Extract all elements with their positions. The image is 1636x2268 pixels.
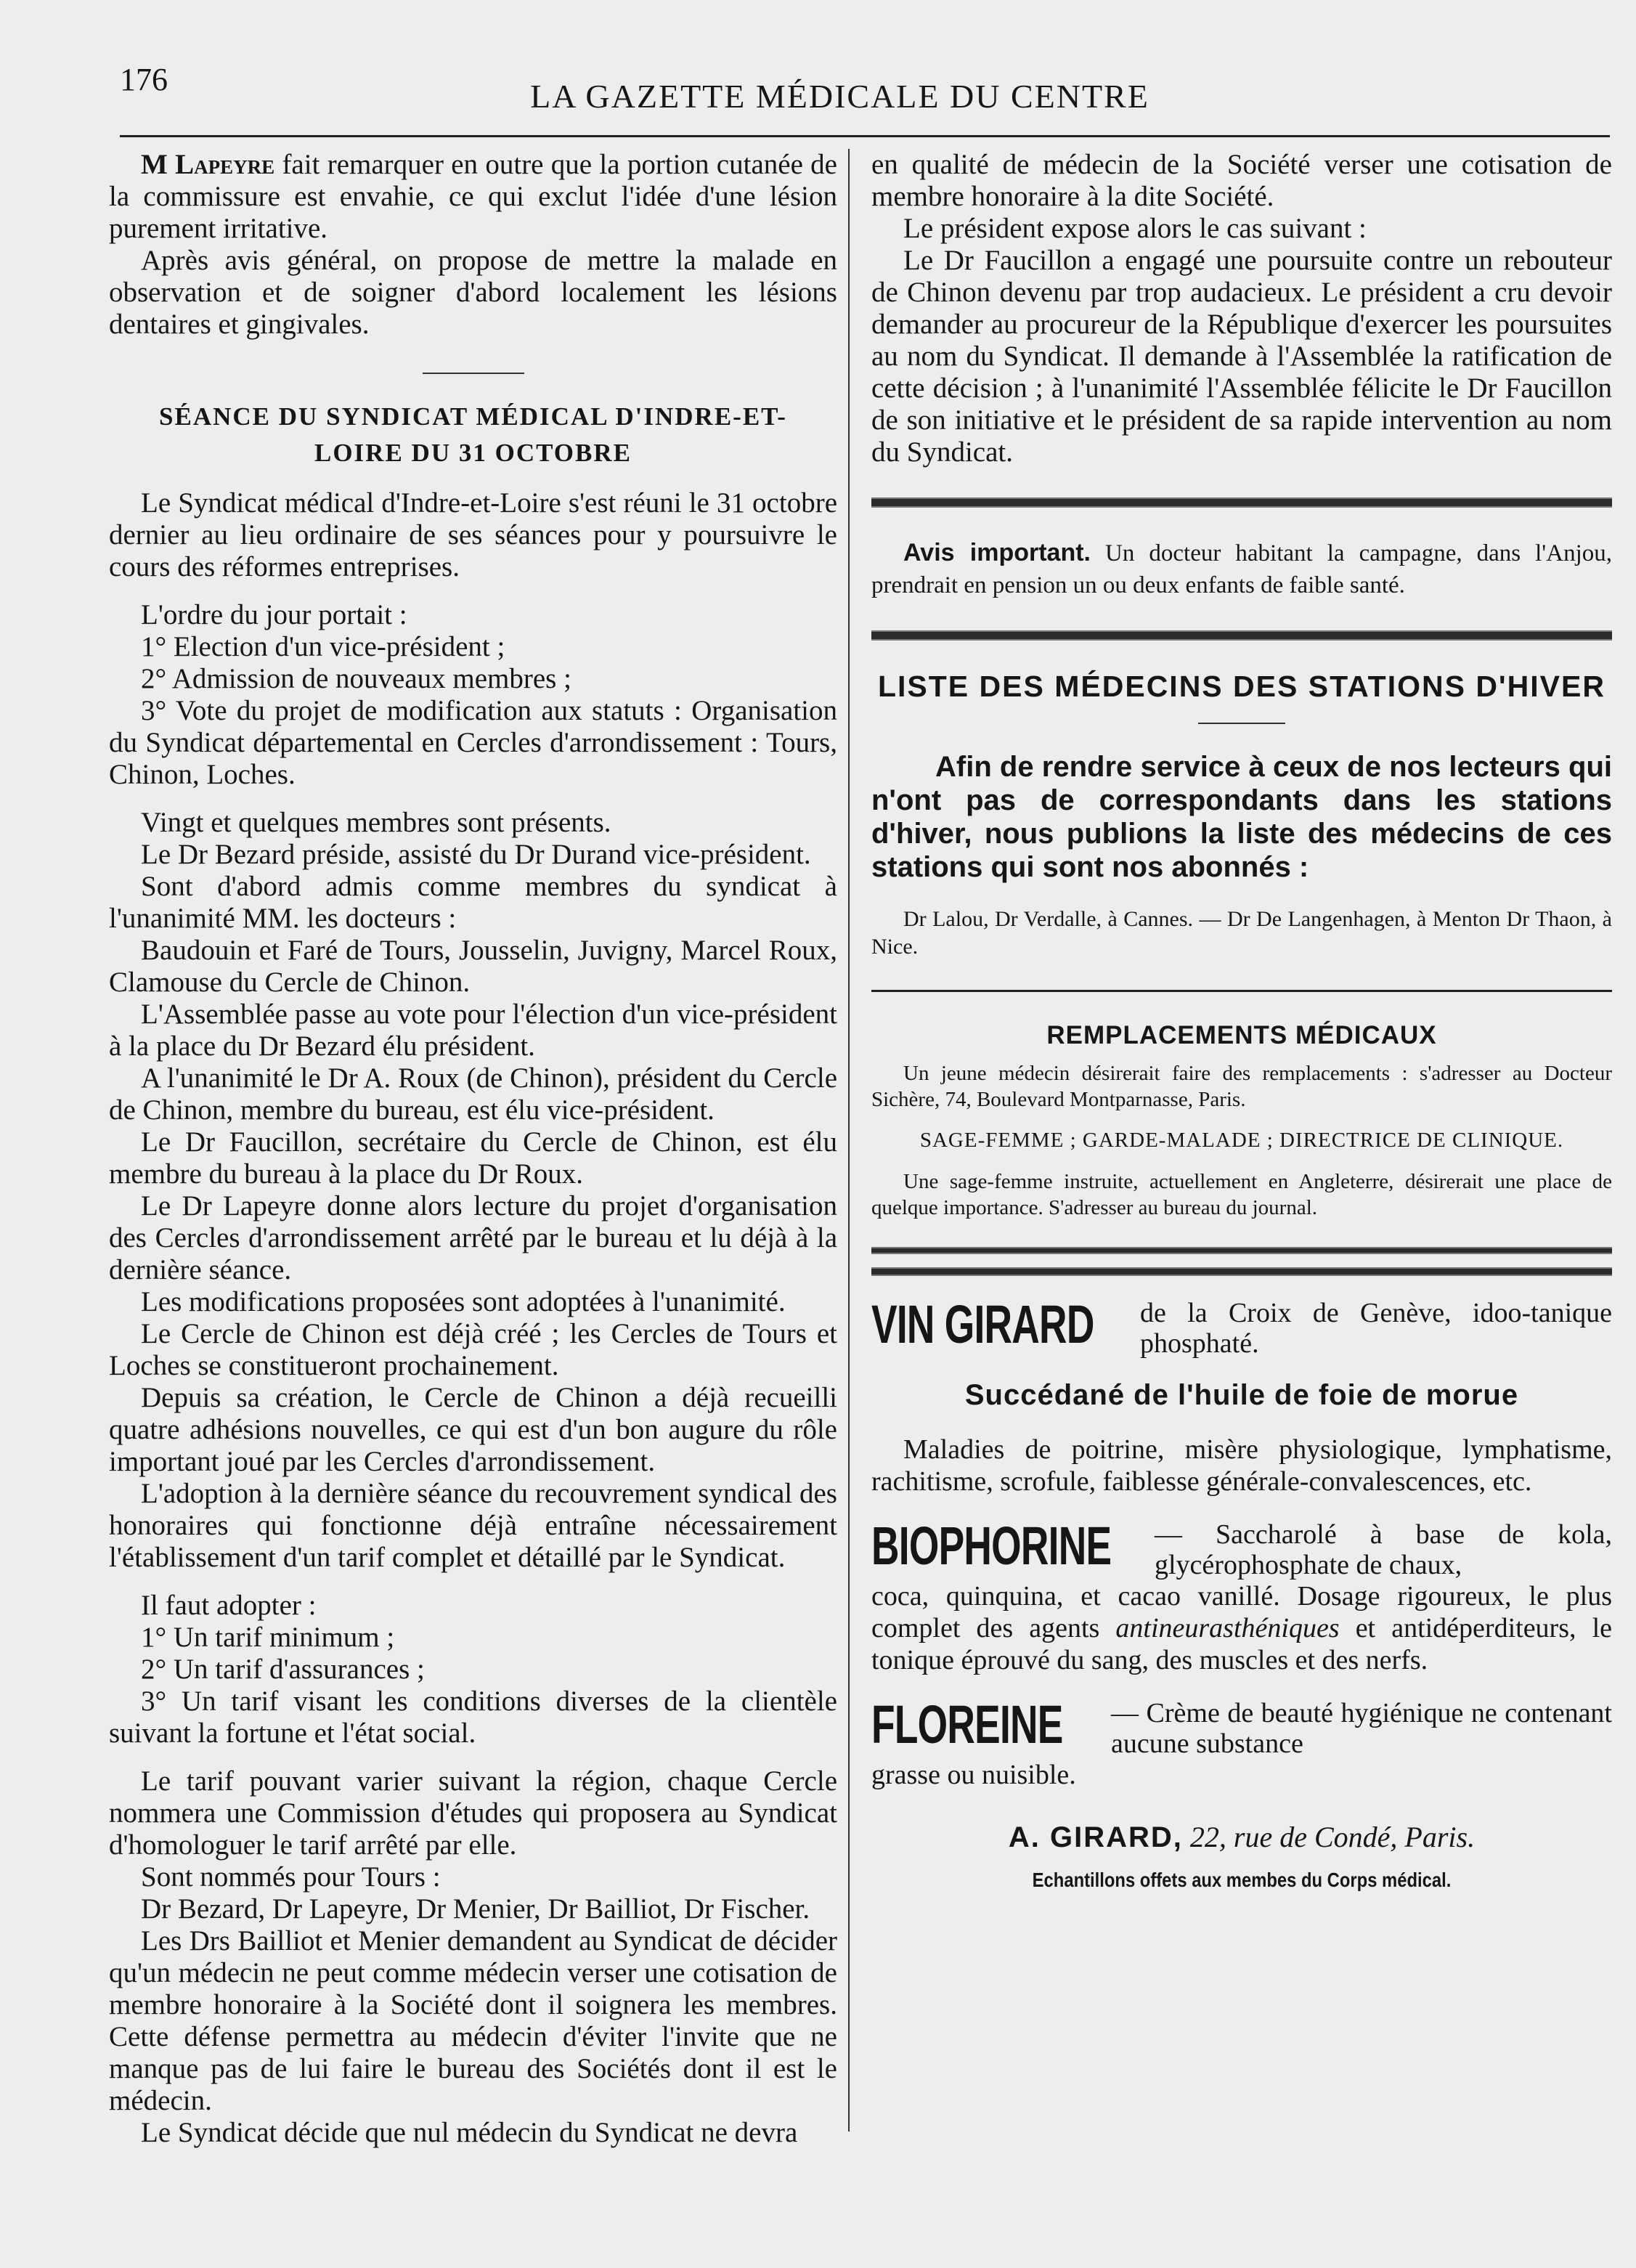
tarif-item: 3° Un tarif visant les conditions diverses de la clientèle suivant la fortune et l'état social. [109,1686,837,1749]
seance-paragraph: Sont nommés pour Tours : [141,1861,441,1893]
ornamental-rule [871,497,1612,508]
biophorine-body-2: et antidéperditeurs, le tonique éprouvé du sang, des muscles et des nerfs. [871,1613,1613,1675]
floreine-ad [871,1694,1612,1791]
biophorine-emphasis: antineurasthéniques [1115,1613,1340,1643]
remplacement-2: Une sage-femme instruite, actuellement en Angleterre, désirerait une place de quelque importance. S'adresser au bureau du journal. [871,1170,1612,1219]
vin-girard-body: Maladies de poitrine, misère physiologique, lymphatisme, rachitisme, scrofule, faiblesse générale-convalescences, etc. [871,1434,1612,1497]
seance-title [109,399,837,471]
remplacement-categories: SAGE-FEMME ; GARDE-MALADE ; DIRECTRICE DE CLINIQUE. [919,1129,1564,1152]
seance-paragraph: Le tarif pouvant varier suivant la région, chaque Cercle nommera une Commission d'études qui proposera au Syndicat d'homologuer le tarif arrêté par elle. [109,1765,837,1861]
floreine-body: grasse ou nuisible. [871,1760,1076,1790]
seance-paragraph: Le Dr Lapeyre donne alors lecture du projet d'organisation des Cercles d'arrondissement arrêté par le bureau et lu déjà à la dernière séance. [109,1190,837,1285]
agenda-item: 3° Vote du projet de modification aux statuts : Organisation du Syndicat départemental en Cercles d'arrondissement : Tours, Chinon, Loches. [109,695,837,790]
vin-girard-brand: VIN GIRARD [871,1294,1094,1354]
ornamental-rule [871,1267,1612,1276]
ornamental-rule [871,630,1612,641]
floreine-brand: FLOREINE [871,1694,1063,1755]
seance-paragraph: Sont d'abord admis comme membres du syndicat à l'unanimité MM. les docteurs : [109,871,837,934]
remplacement-1: Un jeune médecin désirerait faire des remplacements : s'adresser au Docteur Sichère, 74, Boulevard Montparnasse, Paris. [871,1062,1612,1111]
seance-paragraph: A l'unanimité le Dr A. Roux (de Chinon), président du Cercle de Chinon, membre du bureau, est élu vice-président. [109,1062,837,1126]
column-divider [848,149,850,2131]
succedane-line: Succédané de l'huile de foie de morue [964,1379,1519,1411]
biophorine-tagline: — Saccharolé à base de kola, glycérophosphate de chaux, [1155,1519,1612,1580]
agenda-item: 1° Election d'un vice-président ; [141,631,505,662]
lapeyre-name: M Lapeyre [141,149,275,180]
section-rule [871,990,1612,992]
page-number: 176 [120,62,168,97]
seance-title-line-1: SÉANCE DU SYNDICAT MÉDICAL D'INDRE-ET- [159,402,787,431]
seance-paragraph: L'adoption à la dernière séance du recouvrement syndical des honoraires qui fonctionne déjà entraîne nécessairement l'établissement d'un tarif complet et détaillé par le Syndicat. [109,1478,837,1573]
seance-title-line-2: LOIRE DU 31 OCTOBRE [314,439,632,467]
lapeyre-text: fait remarquer en outre que la portion cutanée de la commissure est envahie, ce qui exclut l'idée d'une lésion purement irritative. [109,149,837,244]
remplacements-title: REMPLACEMENTS MÉDICAUX [1046,1021,1437,1049]
tarif-item: 1° Un tarif minimum ; [141,1622,395,1653]
seance-paragraph: Vingt et quelques membres sont présents. [141,807,611,838]
seance-paragraph: Depuis sa création, le Cercle de Chinon a déjà recueilli quatre adhésions nouvelles, ce qui est d'un bon augure du rôle important joué par les Cercles d'arrondissement. [109,1382,837,1477]
avis-lead: Avis important. [903,539,1091,566]
seance-paragraph: Les Drs Bailliot et Menier demandent au Syndicat de décider qu'un médecin ne peut comme médecin verser une cotisation de membre honoraire à la Société dont il soignera les membres. Cette défense permettra au médecin d'éviter l'invite que ne manque pas de lui faire le bureau des Sociétés dont il est le médecin. [109,1925,837,2116]
seance-paragraph: Il faut adopter : [141,1590,317,1621]
seance-paragraph: Le Dr Bezard préside, assisté du Dr Durand vice-président. [141,839,811,870]
avis-text: Un docteur habitant la campagne, dans l'Anjou, prendrait en pension un ou deux enfants de faible santé. [871,540,1613,598]
header-rule [120,135,1610,137]
avis-important [871,537,1612,601]
journal-title: LA GAZETTE MÉDICALE DU CENTRE [530,78,1149,115]
seance-paragraph: Baudouin et Faré de Tours, Jousselin, Juvigny, Marcel Roux, Clamouse du Cercle de Chinon. [109,935,837,998]
section-separator [423,373,524,374]
address-street: 22, rue de Condé, Paris. [1182,1821,1476,1853]
vin-girard-ad [871,1294,1612,1497]
echantillons-note: Echantillons offets aux membes du Corps médical. [1032,1869,1452,1891]
girard-address [871,1820,1612,1854]
agenda-item: 2° Admission de nouveaux membres ; [141,663,571,694]
biophorine-body-1: coca, quinquina, et cacao vanillé. Dosage rigoureux, le plus complet des agents [871,1581,1612,1643]
seance-body [109,487,837,2149]
president-paragraph: Le président expose alors le cas suivant : [903,213,1367,244]
seance-paragraph: L'ordre du jour portait : [141,599,407,630]
biophorine-brand: BIOPHORINE [871,1516,1112,1576]
faucillon-paragraph: Le Dr Faucillon a engagé une poursuite contre un rebouteur de Chinon devenu par trop audacieux. Le président a cru devoir demander au procureur de la République d'exercer les poursuites au nom du Syndicat. Il demande à l'Assemblée la ratification de cette décision ; à l'unanimité l'Assemblée félicite le Dr Faucillon de son initiative et le président de sa rapide intervention au nom du Syndicat. [871,245,1612,468]
section-separator [1198,723,1285,724]
liste-intro: Afin de rendre service à ceux de nos lecteurs qui n'ont pas de correspondants dans les stations d'hiver, nous publions la liste des médecins de ces stations qui sont nos abonnés : [871,751,1612,883]
avis-general-paragraph: Après avis général, on propose de mettre la malade en observation et de soigner d'abord localement les lésions dentaires et gingivales. [109,245,837,340]
seance-paragraph: Dr Bezard, Dr Lapeyre, Dr Menier, Dr Bailliot, Dr Fischer. [141,1893,810,1924]
lapeyre-paragraph [109,149,837,245]
tarif-item: 2° Un tarif d'assurances ; [141,1654,425,1685]
address-name: A. GIRARD, [1008,1821,1183,1853]
liste-names: Dr Lalou, Dr Verdalle, à Cannes. — Dr De Langenhagen, à Menton Dr Thaon, à Nice. [871,907,1612,959]
seance-paragraph: Le Syndicat médical d'Indre-et-Loire s'est réuni le 31 octobre dernier au lieu ordinaire de ses séances pour y poursuivre le cours des réformes entreprises. [109,487,837,582]
right-column [871,149,1612,1892]
seance-paragraph: Le Dr Faucillon, secrétaire du Cercle de Chinon, est élu membre du bureau à la place du Dr Roux. [109,1126,837,1190]
floreine-tagline: — Crème de beauté hygiénique ne contenant aucune substance [1111,1698,1612,1759]
left-column [109,149,837,2149]
biophorine-ad [871,1516,1613,1676]
seance-paragraph: Les modifications proposées sont adoptées à l'unanimité. [141,1286,786,1317]
biophorine-body [871,1580,1612,1676]
liste-title: LISTE DES MÉDECINS DES STATIONS D'HIVER [877,670,1606,703]
continued-paragraph: en qualité de médecin de la Société verser une cotisation de membre honoraire à la dite Société. [871,149,1612,212]
seance-paragraph: Le Cercle de Chinon est déjà créé ; les Cercles de Tours et Loches se constitueront prochainement. [109,1318,837,1381]
ornamental-rule [871,1247,1612,1254]
seance-paragraph: Le Syndicat décide que nul médecin du Syndicat ne devra [141,2117,798,2148]
seance-paragraph: L'Assemblée passe au vote pour l'élection d'un vice-président à la place du Dr Bezard élu président. [109,999,837,1062]
vin-girard-tagline: de la Croix de Genève, idoo-tanique phosphaté. [1140,1298,1612,1359]
